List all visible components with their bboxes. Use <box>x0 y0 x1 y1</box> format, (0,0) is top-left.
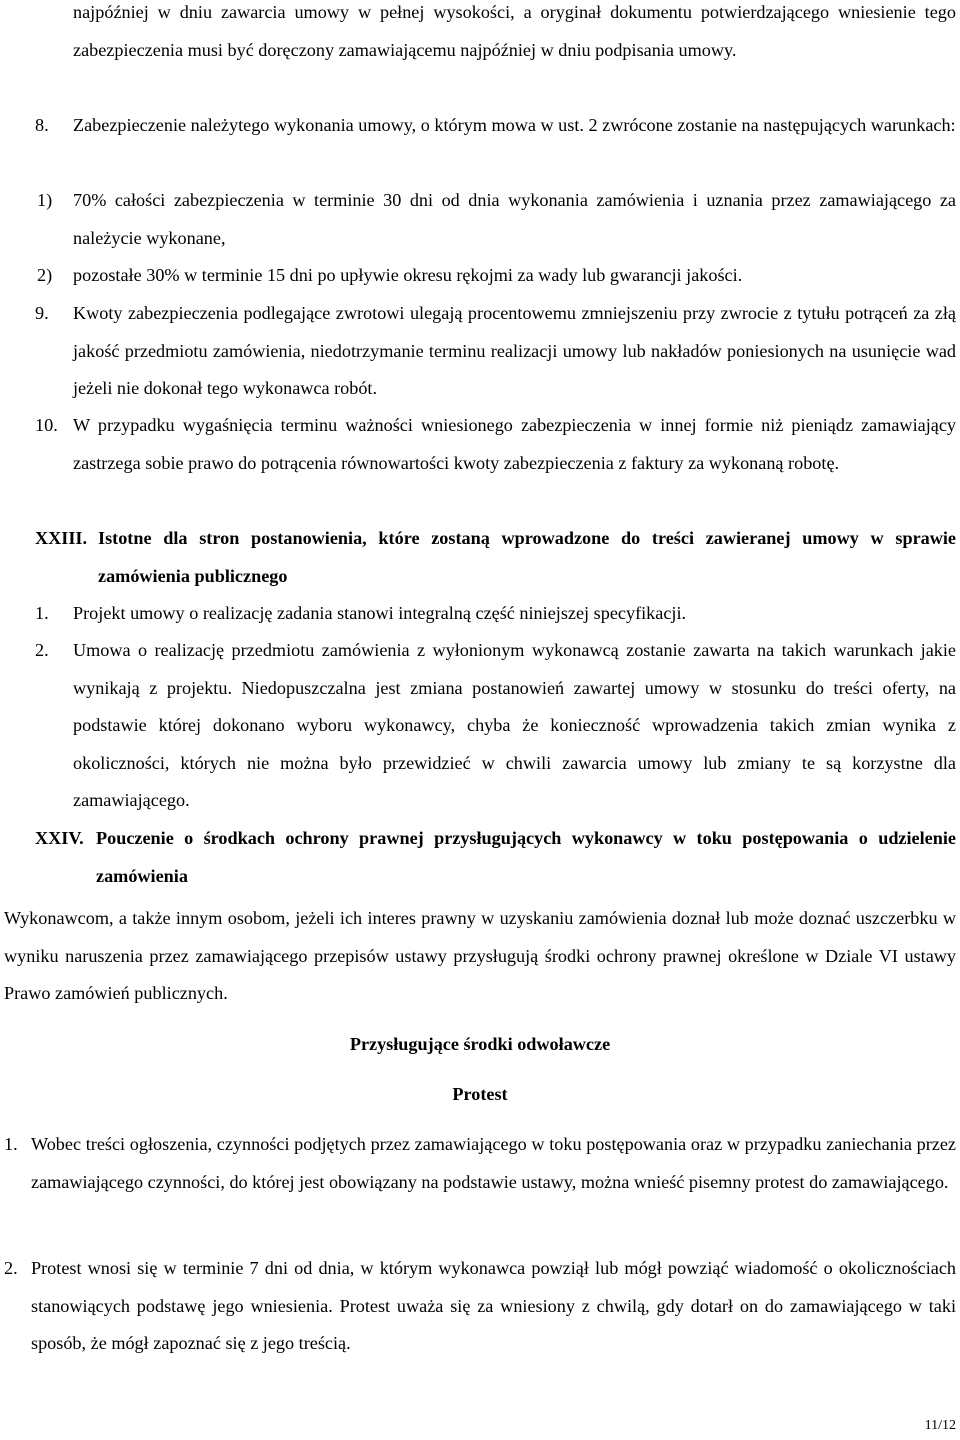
remedies-intro-paragraph: Wykonawcom, a także innym osobom, jeżeli ich interes prawny w uzyskaniu zamówienia doznał lub może doznać uszczerbku w wyniku naruszenia przez zamawiającego przepisów ustawy przysługują środki ochrony prawnej określone w Dziale VI ustawy Prawo zamówień publicznych. <box>4 908 956 1003</box>
section-number: XXIII. <box>35 528 88 548</box>
heading-protest: Protest <box>452 1084 508 1104</box>
item-number: 10. <box>35 415 58 435</box>
list-item-8: Zabezpieczenie należytego wykonania umowy, o którym mowa w ust. 2 zwrócone zostanie na następujących warunkach: <box>73 115 956 135</box>
paragraph-continuation: najpóźniej w dniu zawarcia umowy w pełnej wysokości, a oryginał dokumentu potwierdzającego wniesienie tego zabezpieczenia musi być doręczony zamawiającemu najpóźniej w dniu podpisania umowy. <box>73 2 956 60</box>
list-subitem-2: pozostałe 30% w terminie 15 dni po upływie okresu rękojmi za wady lub gwarancji jakości. <box>73 265 743 285</box>
item-number: 1. <box>35 603 49 623</box>
heading-remedies: Przysługujące środki odwoławcze <box>349 1034 611 1054</box>
list-item-9: Kwoty zabezpieczenia podlegające zwrotowi ulegają procentowemu zmniejszeniu przy zwrocie z tytułu potrąceń za złą jakość przedmiotu zamówienia, niedotrzymanie terminu realizacji umowy lub nakładów poniesionych na usunięcie wad jeżeli nie dokonał tego wykonawca robót. <box>73 303 956 398</box>
item-number: 9. <box>35 303 49 323</box>
section-heading-xxiv: Pouczenie o środkach ochrony prawnej przysługujących wykonawcy w toku postępowania o udzielenie zamówienia <box>96 828 956 886</box>
protest-item-1: Wobec treści ogłoszenia, czynności podjętych przez zamawiającego w toku postępowania oraz w przypadku zaniechania przez zamawiającego czynności, do której jest obowiązany na podstawie ustawy, można wnieść pisemny protest do zamawiającego. <box>31 1134 956 1192</box>
item-number: 1. <box>4 1134 18 1154</box>
protest-item-2: Protest wnosi się w terminie 7 dni od dnia, w którym wykonawca powziął lub mógł powziąć wiadomość o okolicznościach stanowiących podstawę jego wniesienia. Protest uważa się za wniesiony z chwilą, gdy dotarł on do zamawiającego w taki sposób, że mógł zapoznać się z jego treścią. <box>31 1258 956 1353</box>
item-number: 2) <box>37 265 53 285</box>
item-number: 1) <box>37 190 53 210</box>
item-number: 8. <box>35 115 49 135</box>
section-heading-xxiii: Istotne dla stron postanowienia, które zostaną wprowadzone do treści zawieranej umowy w sprawie zamówienia publicznego <box>98 528 956 586</box>
page-number: 11/12 <box>924 1418 956 1433</box>
section-xxiii-item-1: Projekt umowy o realizację zadania stanowi integralną część niniejszej specyfikacji. <box>73 603 687 623</box>
item-number: 2. <box>35 640 49 660</box>
list-item-10: W przypadku wygaśnięcia terminu ważności wniesionego zabezpieczenia w innej formie niż pieniądz zamawiający zastrzega sobie prawo do potrącenia równowartości kwoty zabezpieczenia z faktury za wykonaną robotę. <box>73 415 956 473</box>
section-xxiii-item-2: Umowa o realizację przedmiotu zamówienia z wyłonionym wykonawcą zostanie zawarta na takich warunkach jakie wynikają z projektu. Niedopuszczalna jest zmiana postanowień zawartej umowy w stosunku do treści oferty, na podstawie której dokonano wyboru wykonawcy, chyba że konieczność wprowadzenia takich zmian wynika z okoliczności, których nie można było przewidzieć w chwili zawarcia umowy lub zmiany te są korzystne dla zamawiającego. <box>73 640 956 810</box>
list-subitem-1: 70% całości zabezpieczenia w terminie 30 dni od dnia wykonania zamówienia i uznania przez zamawiającego za należycie wykonane, <box>73 190 956 248</box>
item-number: 2. <box>4 1258 18 1278</box>
section-number: XXIV. <box>35 828 84 848</box>
